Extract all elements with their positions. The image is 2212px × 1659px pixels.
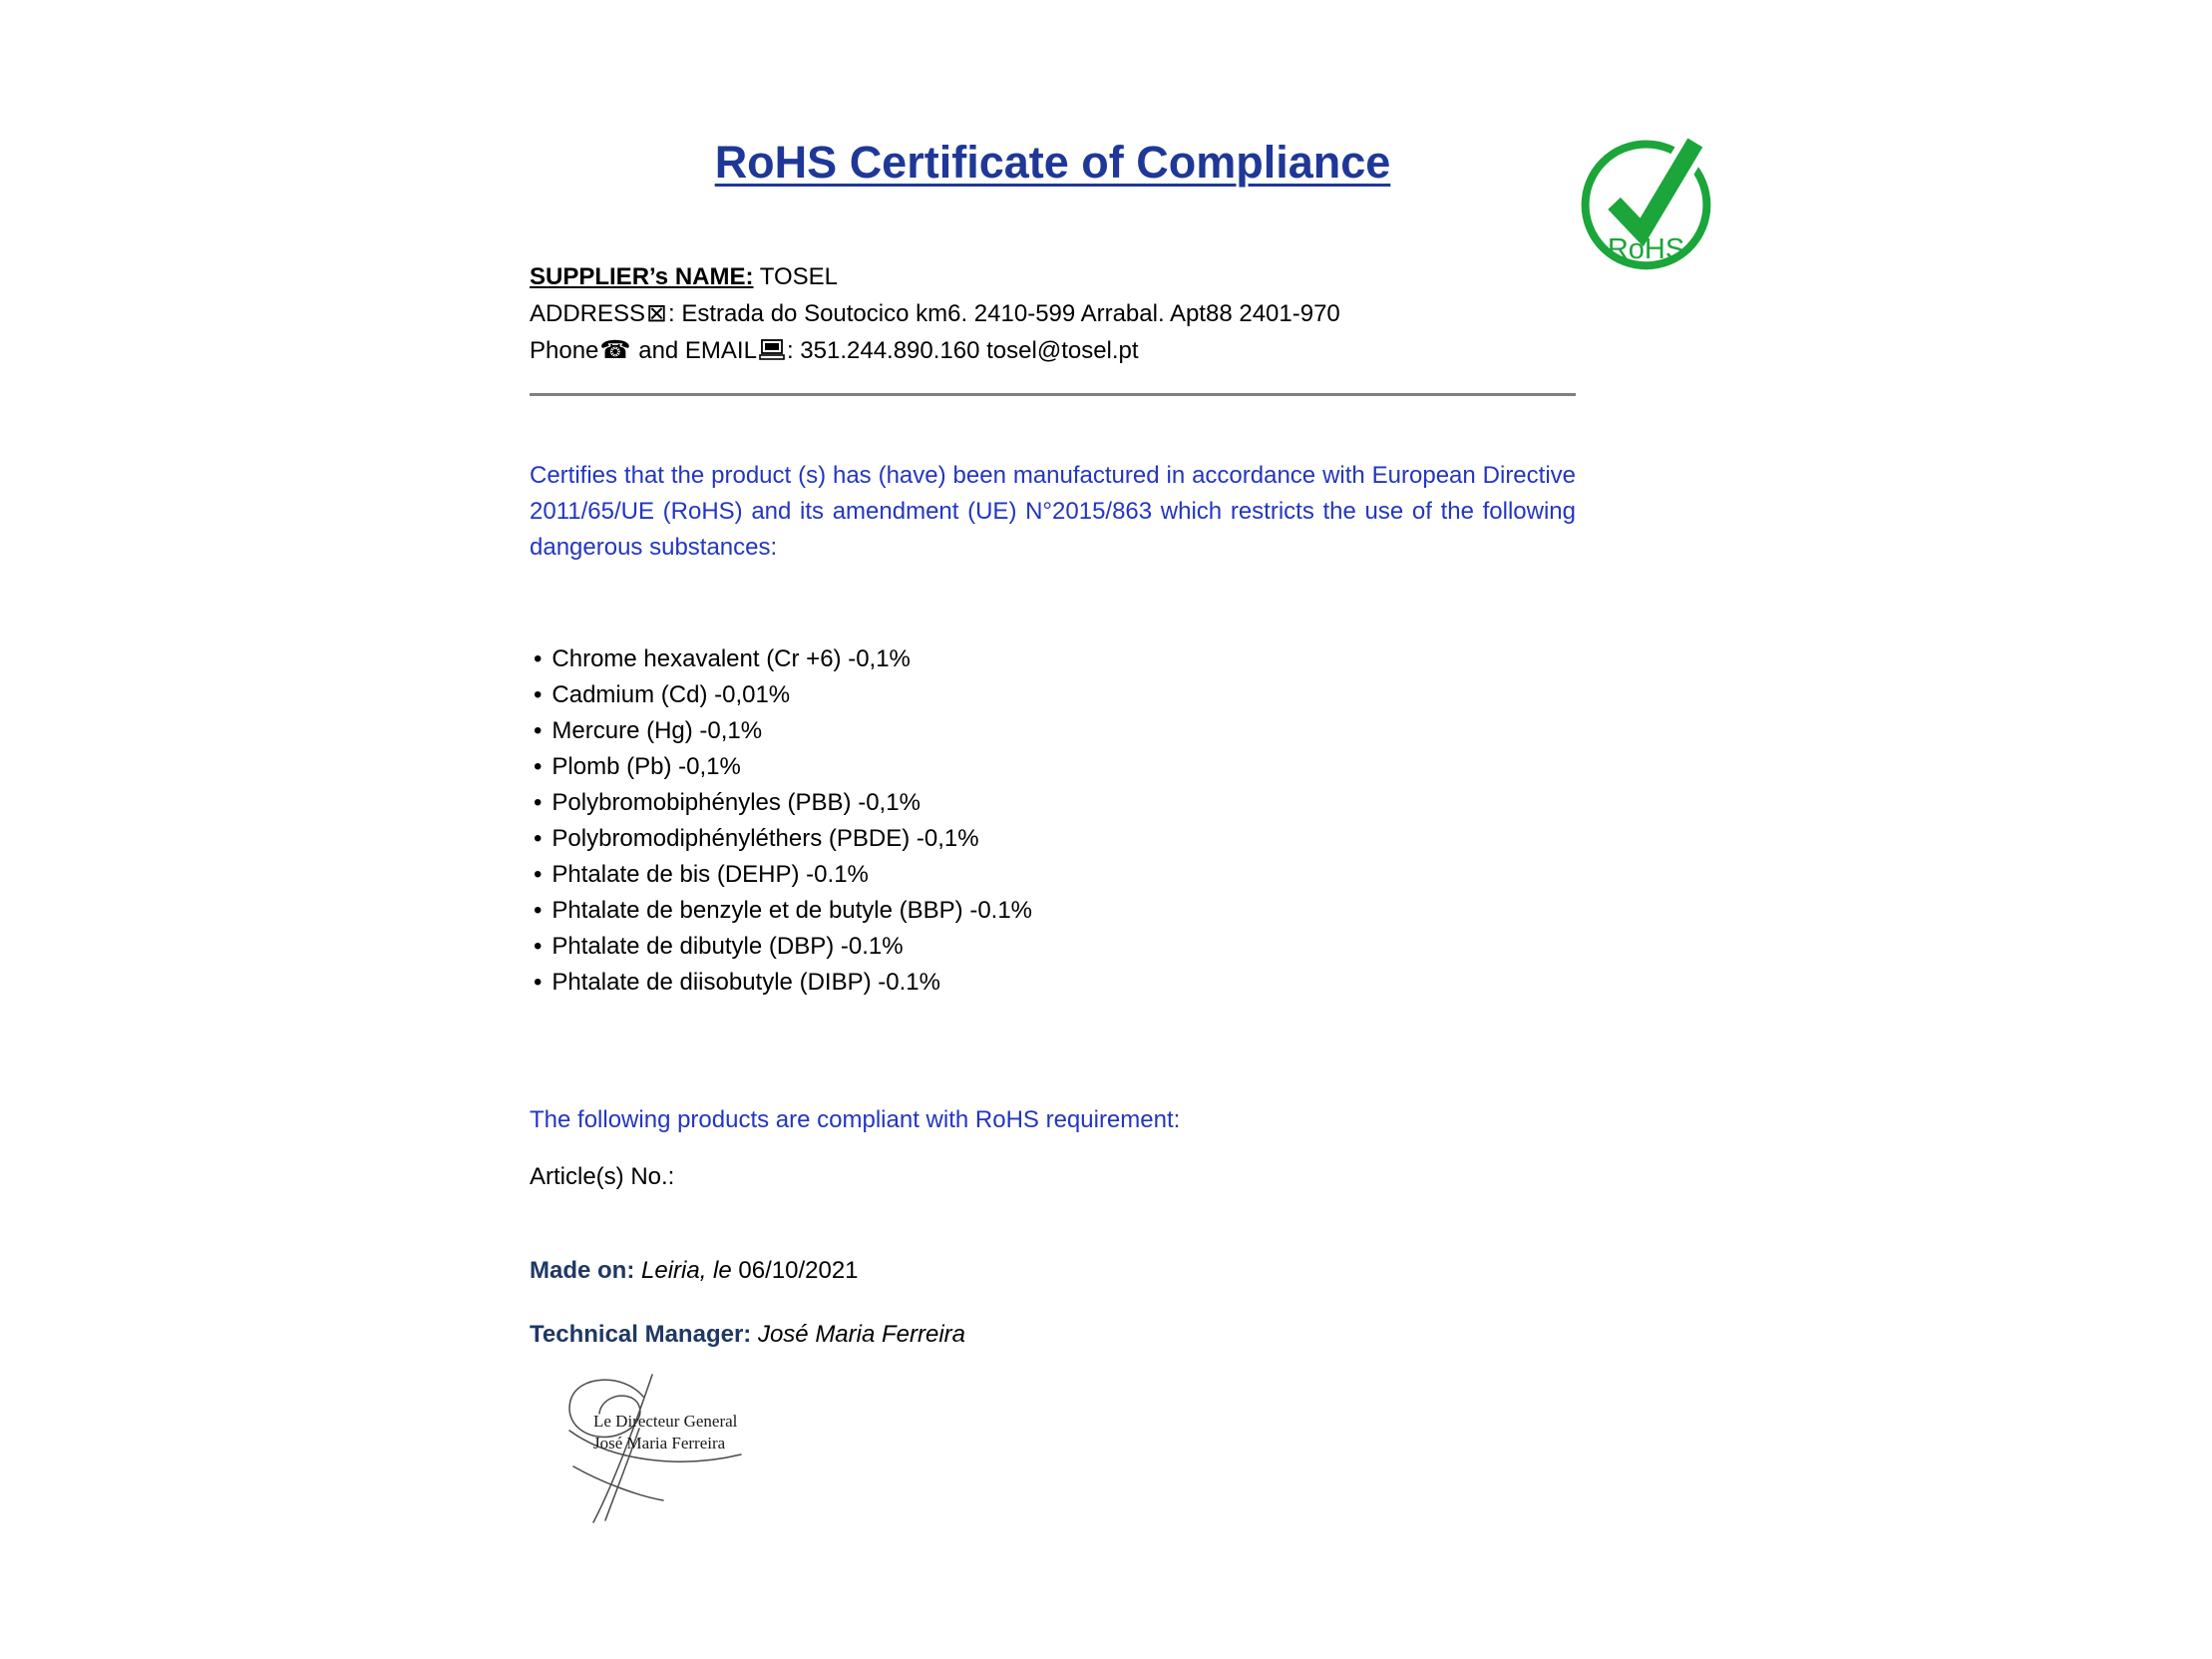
articles-label: Article(s) No.: (530, 1163, 675, 1190)
signature-text (593, 1411, 737, 1454)
signature-name: José Maria Ferreira (593, 1434, 726, 1452)
supplier-name-label: SUPPLIER’s NAME: (530, 263, 754, 290)
signature-title: Le Directeur General (593, 1412, 738, 1431)
substance-item: • Polybromobiphényles (PBB) -0,1% (534, 785, 1576, 821)
supplier-contact-line (530, 332, 1576, 369)
made-on-date: 06/10/2021 (738, 1257, 859, 1284)
divider-rule (530, 393, 1576, 396)
substance-item: • Phtalate de dibutyle (DBP) -0.1% (534, 929, 1576, 965)
supplier-name-value: TOSEL (753, 263, 838, 290)
phone-label: Phone (530, 337, 599, 364)
supplier-name-line (530, 259, 1576, 295)
technical-manager-label: Technical Manager: (530, 1321, 752, 1348)
substance-item: • Phtalate de bis (DEHP) -0.1% (534, 857, 1576, 893)
document-content (530, 0, 1576, 1535)
technical-manager-line (530, 1321, 1576, 1349)
substance-item: • Polybromodiphényléthers (PBDE) -0,1% (534, 821, 1576, 857)
contact-value: : 351.244.890.160 tosel@tosel.pt (786, 337, 1139, 364)
made-on-label: Made on: (530, 1257, 635, 1284)
envelope-icon: ⊠ (646, 299, 667, 327)
rohs-logo (1574, 126, 1718, 275)
phone-icon: ☎ (599, 336, 631, 364)
certification-statement: Certifies that the product (s) has (have) been manufactured in accordance with European Directive 2011/65/UE (RoHS) and its amendment (UE) N°2015/863 which restricts the use of the following dangerous substances: (530, 462, 1576, 561)
signature-block (530, 1371, 1576, 1535)
substance-item: • Plomb (Pb) -0,1% (534, 749, 1576, 785)
compliance-line: The following products are compliant with RoHS requirement: (530, 1106, 1181, 1133)
computer-icon (759, 339, 785, 361)
made-on-line (530, 1257, 1576, 1285)
substance-item: • Phtalate de diisobutyle (DIBP) -0.1% (534, 965, 1576, 1001)
rohs-check-icon (1574, 126, 1718, 275)
supplier-address-line (530, 295, 1576, 332)
substances-list (530, 641, 1576, 1001)
address-label: ADDRESS (530, 300, 646, 327)
made-on-place: Leiria, le (634, 1257, 739, 1284)
substance-item: • Phtalate de benzyle et de butyle (BBP) -0.1% (534, 893, 1576, 929)
email-label: and EMAIL (631, 337, 757, 364)
supplier-block (530, 259, 1576, 369)
document-title: RoHS Certificate of Compliance (714, 137, 1391, 188)
address-value: : Estrada do Soutocico km6. 2410-599 Arrabal. Apt88 2401-970 (667, 300, 1340, 327)
rohs-logo-text: RoHS (1607, 233, 1685, 265)
technical-manager-name: José Maria Ferreira (751, 1321, 966, 1348)
substance-item: • Chrome hexavalent (Cr +6) -0,1% (534, 641, 1576, 677)
substance-item: • Mercure (Hg) -0,1% (534, 713, 1576, 749)
substance-item: • Cadmium (Cd) -0,01% (534, 677, 1576, 713)
